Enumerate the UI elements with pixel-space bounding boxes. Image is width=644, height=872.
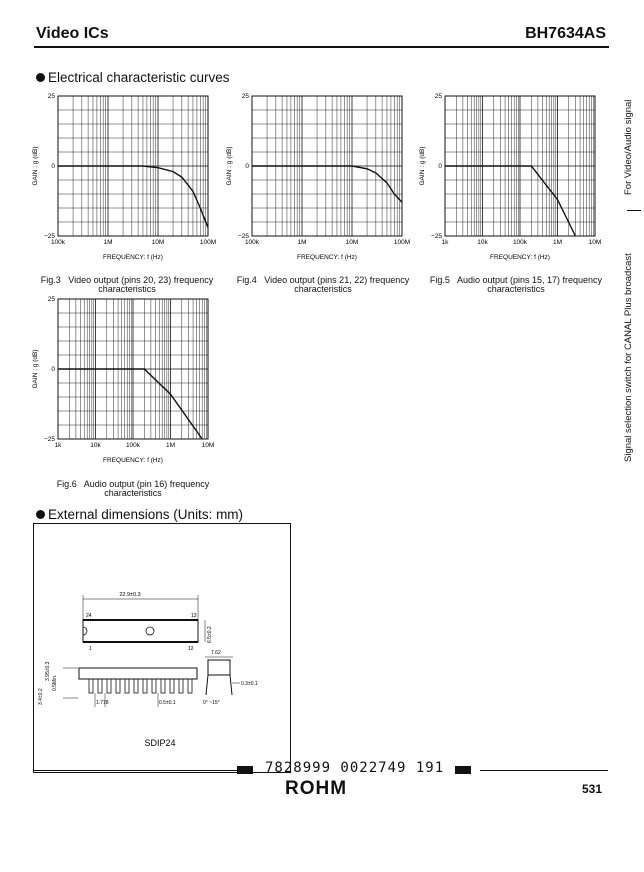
side-pin <box>125 679 129 693</box>
x-tick-label: 1M <box>165 442 176 449</box>
x-tick-label: 1M <box>103 239 113 246</box>
dim-lead-thk: 0.3±0.1 <box>241 681 258 687</box>
x-tick-label: 100M <box>393 239 411 246</box>
side-pin <box>161 679 165 693</box>
x-tick-label: 100k <box>50 239 66 246</box>
x-tick-label: 10M <box>201 442 215 449</box>
x-tick-label: 1k <box>54 442 62 449</box>
footer-rule-right <box>480 770 608 771</box>
x-tick-label: 1M <box>297 239 307 246</box>
side-pin <box>143 679 147 693</box>
dim-pin24: 24 <box>86 613 92 619</box>
side-pin <box>152 679 156 693</box>
side-pin <box>89 679 93 693</box>
side-text-top: For Video/Audio signal <box>623 99 634 195</box>
section-dims-title: External dimensions (Units: mm) <box>48 507 244 522</box>
dim-h2: 3.95±0.3 <box>45 661 51 681</box>
x-tick-label: 100k <box>244 239 260 246</box>
caption-fig3 <box>32 276 222 294</box>
barcode-text: 7828999 0022749 191 <box>265 760 445 776</box>
y-tick-label: −25 <box>43 233 55 240</box>
header-right: BH7634AS <box>525 25 606 42</box>
dim-pin12: 12 <box>188 646 194 652</box>
caption-fig5 <box>420 276 612 294</box>
x-tick-label: 100M <box>199 239 217 246</box>
dim-side-width: 7.62 <box>211 650 221 656</box>
dim-height-side: 6.5±0.2 <box>207 626 213 643</box>
x-tick-label: 10M <box>151 239 165 246</box>
fig5-caption: Audio output (pins 15, 17) frequency characteristics <box>456 275 603 294</box>
pin1-marker <box>146 627 154 635</box>
caption-fig6 <box>48 480 218 498</box>
y-tick-label: −25 <box>43 436 55 443</box>
response-curve <box>58 369 202 439</box>
x-axis-label: FREQUENCY: f (Hz) <box>490 254 550 261</box>
y-tick-label: 0 <box>51 366 55 373</box>
side-view-body <box>79 668 197 679</box>
x-tick-label: 10M <box>345 239 359 246</box>
side-pin <box>98 679 102 693</box>
y-tick-label: 25 <box>241 93 249 100</box>
x-tick-label: 100k <box>125 442 141 449</box>
dim-pin13: 13 <box>191 613 197 619</box>
side-pin <box>188 679 192 693</box>
chart-fig4 <box>222 90 412 262</box>
dim-pin1: 1 <box>89 646 92 652</box>
y-axis-label: GAIN : g (dB) <box>226 146 233 186</box>
dim-lead-w: 0.5±0.1 <box>159 700 176 706</box>
fig6-num: Fig.6 <box>56 479 77 489</box>
x-tick-label: 1M <box>552 239 563 246</box>
side-pin <box>107 679 111 693</box>
bullet-icon <box>36 510 45 519</box>
fig4-num: Fig.4 <box>236 275 257 285</box>
side-pin <box>179 679 183 693</box>
side-pin <box>116 679 120 693</box>
side-text-bottom: Signal selection switch for CANAL Plus broadcast <box>623 253 634 462</box>
x-tick-label: 1k <box>441 239 449 246</box>
fig3-caption: Video output (pins 20, 23) frequency characteristics <box>68 275 214 294</box>
x-axis-label: FREQUENCY: f (Hz) <box>103 254 163 261</box>
package-drawing <box>33 523 293 773</box>
y-axis-label: GAIN : g (dB) <box>419 146 426 186</box>
y-tick-label: −25 <box>430 233 442 240</box>
y-tick-label: 25 <box>47 296 55 303</box>
dim-h1: 3.4±0.2 <box>38 688 44 705</box>
dim-h3: 0.5Min. <box>52 674 58 691</box>
page-number: 531 <box>582 782 603 796</box>
section-curves-title: Electrical characteristic curves <box>48 70 230 85</box>
response-curve <box>58 166 208 228</box>
chart-fig5 <box>415 90 605 262</box>
response-curve <box>252 166 402 202</box>
fig3-num: Fig.3 <box>40 275 61 285</box>
barcode-block-right <box>455 766 471 774</box>
y-tick-label: 0 <box>51 163 55 170</box>
fig5-num: Fig.5 <box>429 275 450 285</box>
y-tick-label: −25 <box>237 233 249 240</box>
y-axis-label: GAIN : g (dB) <box>32 146 39 186</box>
chart-fig3 <box>28 90 218 262</box>
y-tick-label: 25 <box>47 93 55 100</box>
x-tick-label: 10M <box>588 239 602 246</box>
x-tick-label: 10k <box>90 442 101 449</box>
x-tick-label: 10k <box>477 239 488 246</box>
x-axis-label: FREQUENCY: f (Hz) <box>103 457 163 464</box>
fig4-caption: Video output (pins 21, 22) frequency characteristics <box>264 275 410 294</box>
section-dimensions <box>36 507 243 522</box>
dim-angle: 0° ~15° <box>203 700 220 706</box>
section-curves <box>36 70 230 85</box>
side-pin <box>170 679 174 693</box>
caption-fig4 <box>228 276 418 294</box>
chart-fig6 <box>28 293 218 465</box>
barcode-block-left <box>237 766 253 774</box>
package-name: SDIP24 <box>144 738 176 748</box>
y-tick-label: 25 <box>434 93 442 100</box>
y-axis-label: GAIN : g (dB) <box>32 349 39 389</box>
footer-rule-left <box>33 770 237 771</box>
fig6-caption: Audio output (pin 16) frequency characteristics <box>83 479 210 498</box>
header-rule <box>34 46 609 48</box>
end-view-body <box>208 660 230 675</box>
dim-pitch: 1.778 <box>96 700 109 706</box>
bullet-icon <box>36 73 45 82</box>
x-tick-label: 100k <box>512 239 528 246</box>
side-rule <box>627 210 641 211</box>
side-pin <box>134 679 138 693</box>
header-left: Video ICs <box>36 25 109 42</box>
x-axis-label: FREQUENCY: f (Hz) <box>297 254 357 261</box>
y-tick-label: 0 <box>438 163 442 170</box>
top-view-body <box>83 620 198 642</box>
y-tick-label: 0 <box>245 163 249 170</box>
dim-width: 22.9±0.3 <box>119 592 141 598</box>
rohm-logo: ROHM <box>285 778 348 799</box>
